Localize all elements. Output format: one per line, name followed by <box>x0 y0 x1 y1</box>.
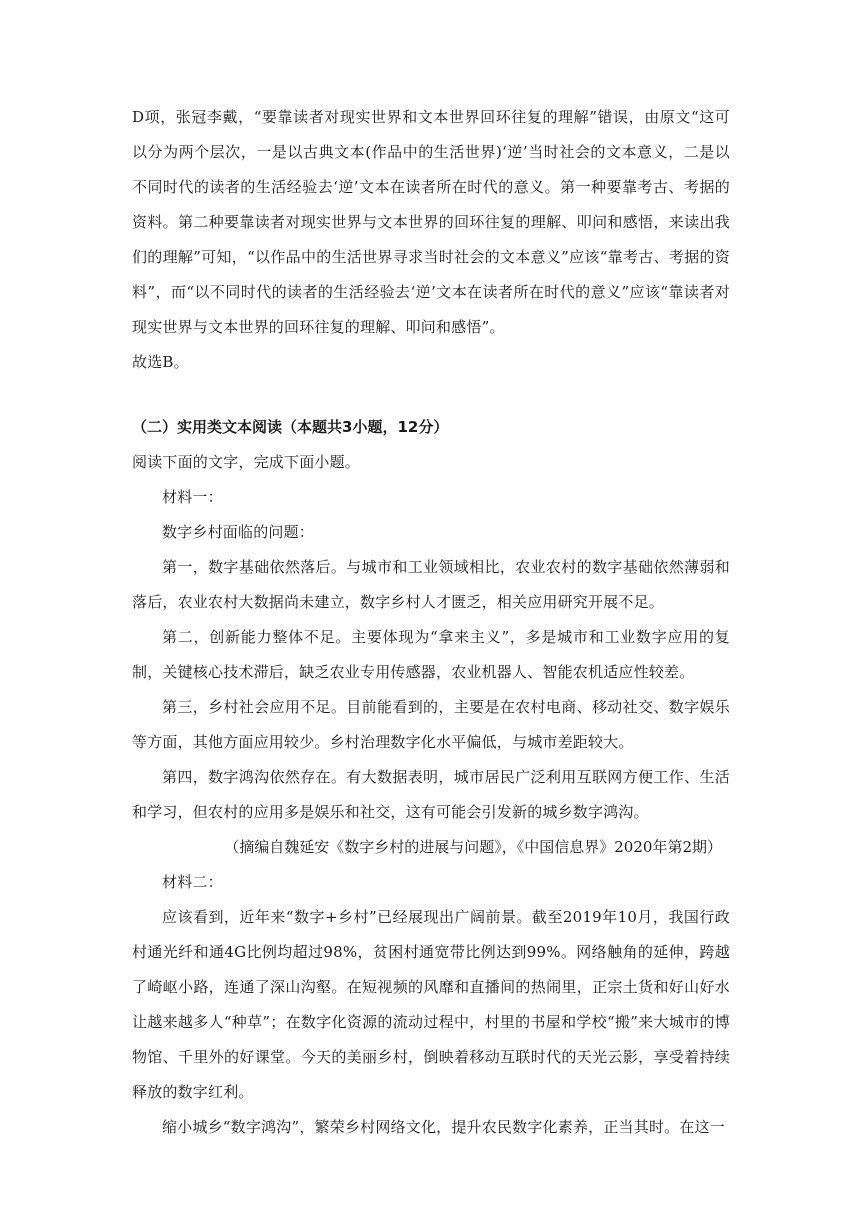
material2-paragraph-2: 缩小城乡“数字鸿沟”，繁荣乡村网络文化，提升农民数字化素养，正当其时。在这一 <box>162 1118 725 1136</box>
material1-point-3: 第三，乡村社会应用不足。目前能看到的，主要是在农村电商、移动社交、数字娱乐等方面，其他方面应用较少。乡村治理数字化水平偏低，与城市差距较大。 <box>132 698 730 751</box>
material1-source: （摘编自魏延安《数字乡村的进展与问题》，《中国信息界》2020年第2期） <box>224 838 722 856</box>
material1-point-2: 第二，创新能力整体不足。主要体现为“拿来主义”，多是城市和工业数字应用的复制，关键核心技术滞后，缺乏农业专用传感器，农业机器人、智能农机适应性较差。 <box>132 628 730 681</box>
material1-intro: 数字乡村面临的问题： <box>162 523 315 541</box>
material1-point-4: 第四，数字鸿沟依然存在。有大数据表明，城市居民广泛利用互联网方便工作、生活和学习，但农村的应用多是娱乐和社交，这有可能会引发新的城乡数字鸿沟。 <box>132 768 730 821</box>
section-gap <box>132 380 730 410</box>
material1-label: 材料一： <box>162 488 223 506</box>
section-heading: （二）实用类文本阅读（本题共3小题，12分） <box>132 418 449 436</box>
analysis-paragraph: D项，张冠李戴，“要靠读者对现实世界和文本世界回环往复的理解”错误，由原文“这可以分为两个层次，一是以古典文本(作品中的生活世界)‘逆’当时社会的文本意义，二是以不同时代的读者的生活经验去‘逆’文本在读者所在时代的意义。第一种要靠考古、考据的资料。第二种要靠读者对现实世界与文本世界的回环往复的理解、叩问和感悟，来读出我们的理解”可知，“以作品中的生活世界寻求当时社会的文本意义”应该“靠考古、考据的资料”，而“以不同时代的读者的生活经验去‘逆’文本在读者所在时代的意义”应该“靠读者对现实世界与文本世界的回环往复的理解、叩问和感悟”。 <box>132 108 730 336</box>
material2-label: 材料二： <box>162 873 223 891</box>
material1-point-1: 第一，数字基础依然落后。与城市和工业领域相比，农业农村的数字基础依然薄弱和落后，农业农村大数据尚未建立，数字乡村人才匮乏，相关应用研究开展不足。 <box>132 558 730 611</box>
material2-paragraph-1: 应该看到，近年来“数字+乡村”已经展现出广阔前景。截至2019年10月，我国行政村通光纤和通4G比例均超过98%，贫困村通宽带比例达到99%。网络触角的延伸，跨越了崎岖小路，连通了深山沟壑。在短视频的风靡和直播间的热闹里，正宗土货和好山好水让越来越多人“种草”；在数字化资源的流动过程中，村里的书屋和学校“搬”来大城市的博物馆、千里外的好课堂。今天的美丽乡村，倒映着移动互联时代的天光云影，享受着持续释放的数字红利。 <box>132 908 730 1101</box>
document-page <box>132 100 730 1145</box>
section-instruction: 阅读下面的文字，完成下面小题。 <box>132 453 361 471</box>
answer-line: 故选B。 <box>132 353 189 371</box>
